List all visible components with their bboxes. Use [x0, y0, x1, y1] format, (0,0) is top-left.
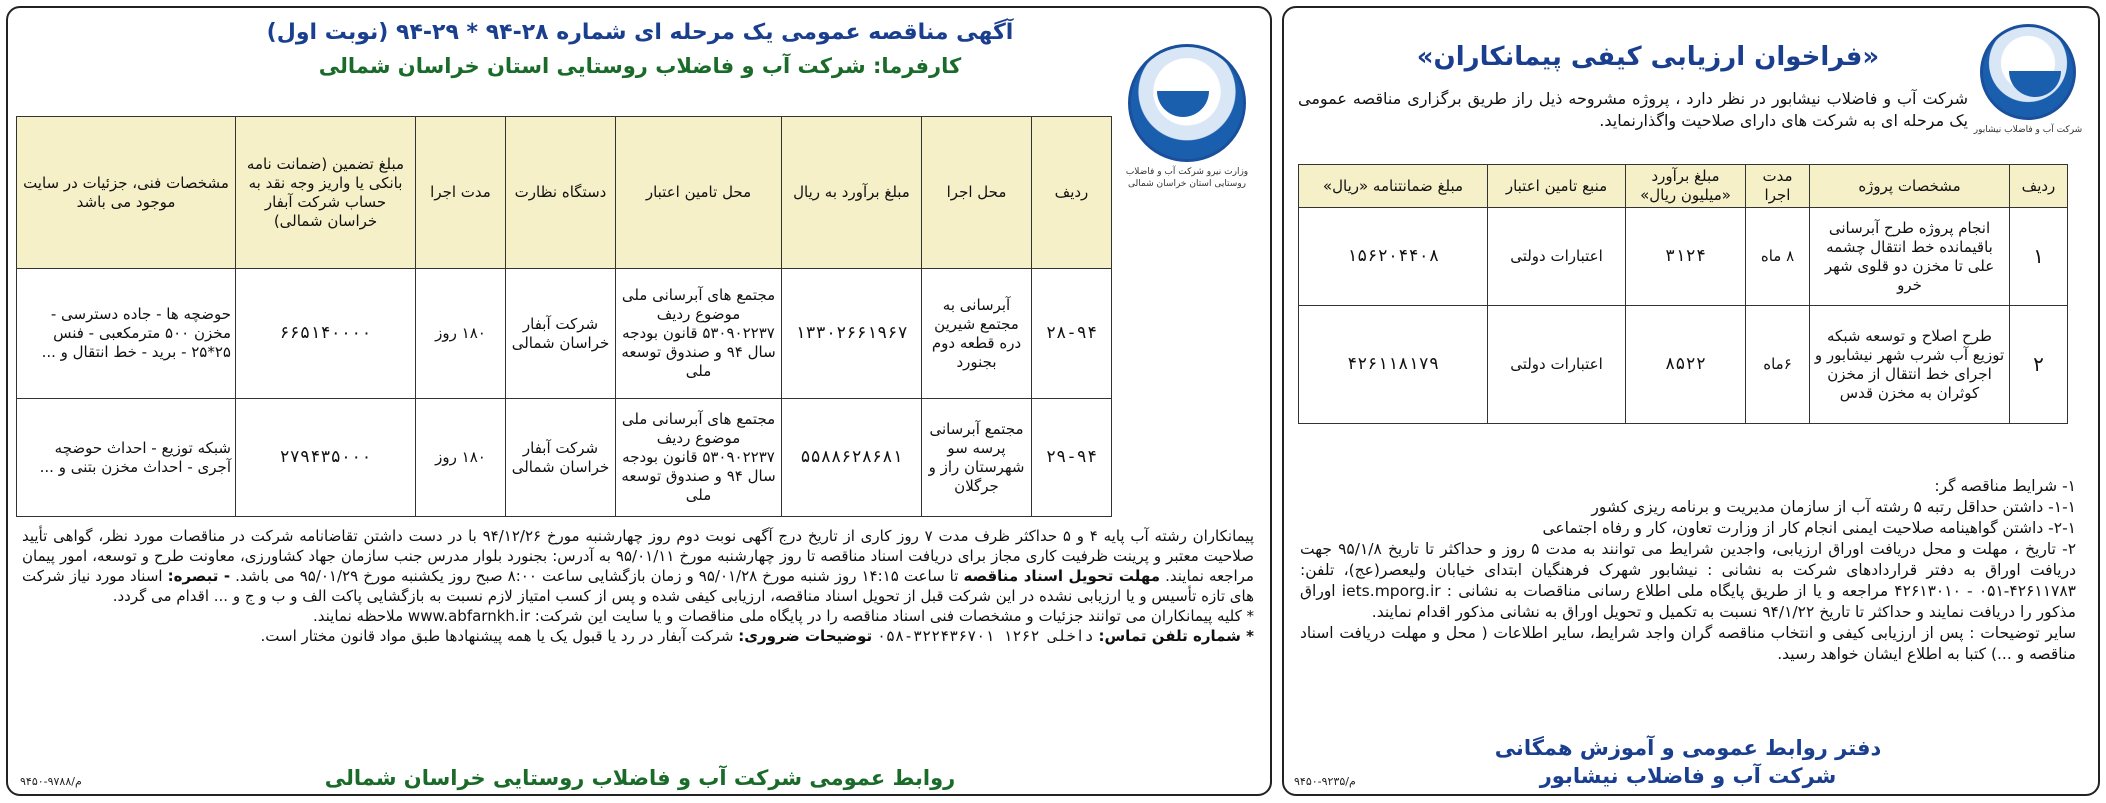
call-for-contractors-ad [1282, 6, 2100, 796]
ad-code: ۹۴۵۰-۹۷۸۸/م [20, 775, 82, 788]
cell-row-number: ۲ [2010, 306, 2068, 424]
cell-location: آبرسانی به مجتمع شیرین دره قطعه دوم بجنورد [922, 269, 1032, 399]
cell-duration: ۱۸۰ روز [416, 269, 506, 399]
header-estimate: مبلغ برآورد «میلیون ریال» [1626, 165, 1746, 208]
table-row [1299, 208, 2068, 306]
conditions-section [1300, 476, 2076, 665]
cell-supervisor: شرکت آبفار خراسان شمالی [506, 269, 616, 399]
ad-title: «فراخوان ارزیابی کیفی پیمانکاران» [1416, 42, 1880, 72]
cell-guarantee: ۴۲۶۱۱۸۱۷۹ [1299, 306, 1488, 424]
cell-supervisor: شرکت آبفار خراسان شمالی [506, 399, 616, 517]
cell-specs: شبکه توزیع - احداث حوضچه آجری - احداث مخزن بتنی و ... [17, 399, 236, 517]
cell-project: طرح اصلاح و توسعه شبکه توزیع آب شرب شهر نیشابور و اجرای خط انتقال از مخزن کوثران به مخزن قدس [1810, 306, 2010, 424]
note-text: اسناد مورد نیاز شرکت های تازه تأسیس و یا ارزیابی نشده در این شرکت قبل از تحویل اسناد مناقصه، ارزیابی کیفی شده و پس از کسب امتیاز لازم نسبت به بازگشایی پاکت الف و ب و ج و ... اقدام می گردد. [22, 567, 1254, 605]
condition-line: ۲-۱- داشتن گواهینامه صلاحیت ایمنی انجام کار از وزارت تعاون، کار و رفاه اجتماعی [1542, 519, 2076, 537]
cell-row-number: ۱ [2010, 208, 2068, 306]
cell-project: انجام پروژه طرح آبرسانی باقیمانده خط انتقال چشمه علی تا مخزن دو قلوی شهر خرو [1810, 208, 2010, 306]
footer-public-relations: روابط عمومی شرکت آب و فاضلاب روستایی خراسان شمالی [324, 766, 956, 790]
phone-label: * شماره تلفن تماس: [1098, 627, 1254, 645]
header-location: محل اجرا [922, 117, 1032, 269]
condition-line: ۱-۱- داشتن حداقل رتبه ۵ رشته آب از سازمان مدیریت و برنامه ریزی کشور [1591, 498, 2076, 516]
cell-duration: ۸ ماه [1746, 208, 1810, 306]
header-row-number: ردیف [2010, 165, 2068, 208]
phone-number: ۰۵۸-۳۲۲۴۳۶۷۰۱ داخلی ۱۲۶۲ [876, 627, 1094, 645]
table-header-row [1299, 165, 2068, 208]
tender-notice-ad [6, 6, 1272, 796]
tenders-table [16, 116, 1112, 517]
cell-guarantee: ۶۶۵۱۴۰۰۰۰ [236, 269, 416, 399]
cell-funding: اعتبارات دولتی [1488, 208, 1626, 306]
cell-row-number: ۲۹-۹۴ [1032, 399, 1112, 517]
condition-line: ۱- شرایط مناقصه گر: [1934, 477, 2076, 495]
important-label: توضیحات ضروری: [738, 627, 873, 645]
water-company-logo-icon [1980, 24, 2076, 120]
header-estimate: مبلغ برآورد به ریال [782, 117, 922, 269]
cell-location: مجتمع آبرسانی پرسه سو شهرستان راز و جرگلان [922, 399, 1032, 517]
cell-estimate: ۸۵۲۲ [1626, 306, 1746, 424]
condition-line: سایر توضیحات : پس از ارزیابی کیفی و انتخاب مناقصه گران واجد شرایط، سایر اطلاعات ( محل و مهلت دریافت اسناد مناقصه و ...) کتبا به اطلاع ایشان خواهد رسید. [1300, 624, 2076, 663]
cell-funding: مجتمع های آبرسانی ملی موضوع ردیف ۵۳۰۹۰۲۲۳۷ قانون بودجه سال ۹۴ و صندوق توسعه ملی [616, 269, 782, 399]
header-guarantee: مبلغ ضمانتنامه «ریال» [1299, 165, 1488, 208]
site-line: * کلیه پیمانکاران می توانند جزئیات و مشخصات فنی اسناد مناقصه را در پایگاه ملی مناقصات و یا سایت این شرکت: www.abfarnkh.ir ملاحظه نمایند. [313, 607, 1254, 625]
header-row-number: ردیف [1032, 117, 1112, 269]
cell-funding: مجتمع های آبرسانی ملی موضوع ردیف ۵۳۰۹۰۲۲۳۷ قانون بودجه سال ۹۴ و صندوق توسعه ملی [616, 399, 782, 517]
cell-funding: اعتبارات دولتی [1488, 306, 1626, 424]
footer-company: شرکت آب و فاضلاب نیشابور [1539, 764, 1837, 788]
deadline-text: تا ساعت ۱۴:۱۵ روز شنبه مورخ ۹۵/۰۱/۲۸ و زمان بازگشایی ساعت ۸:۰۰ صبح روز یکشنبه مورخ ۹۵/۰۱/۲۹ می باشد. [235, 567, 959, 585]
header-project: مشخصات پروژه [1810, 165, 2010, 208]
ad-code: ۹۴۵۰-۹۲۳۵/م [1294, 775, 1356, 788]
employer-line: کارفرما: شرکت آب و فاضلاب روستایی استان خراسان شمالی [318, 54, 962, 78]
header-funding: منبع تامین اعتبار [1488, 165, 1626, 208]
cell-specs: حوضچه ها - جاده دسترسی - مخزن ۵۰۰ مترمکعبی - فنس ۲۵*۲۵ - برید - خط انتقال و ... [17, 269, 236, 399]
tender-body-text [22, 526, 1254, 646]
body-paragraph: پیمانکاران رشته آب پایه ۴ و ۵ حداکثر ظرف مدت ۷ روز کاری از تاریخ درج آگهی نوبت دوم روز چهارشنبه مورخ ۹۴/۱۲/۲۶ با در دست داشتن تقاضانامه شرکت در مناقصات مورد نظر، گواهی تأیید صلاحیت معتبر و پرینت ظرفیت کاری مجاز برای دریافت اسناد مناقصه تا روز چهارشنبه مورخ ۹۵/۰۱/۱۱ به آدرس: بجنورد بلوار مدرس جنب سازمان جهاد کشاورزی، معاونت طرح و توسعه، امور پیمان مراجعه نمایند. [22, 527, 1255, 585]
projects-table [1298, 164, 2068, 424]
table-row [1299, 306, 2068, 424]
intro-text: شرکت آب و فاضلاب نیشابور در نظر دارد ، پروژه مشروحه ذیل راز طریق برگزاری مناقصه عمومی یک مرحله ای به شرکت های دارای صلاحیت واگذارنماید. [1298, 89, 1968, 130]
table-row [17, 399, 1112, 517]
header-funding: محل تامین اعتبار [616, 117, 782, 269]
ad-title: آگهی مناقصه عمومی یک مرحله ای شماره ۲۸-۹۴ * ۲۹-۹۴ (نوبت اول) [266, 20, 1014, 45]
table-row [17, 269, 1112, 399]
deadline-label: مهلت تحویل اسناد مناقصه [963, 567, 1161, 585]
table-header-row [17, 117, 1112, 269]
cell-duration: ۶ماه [1746, 306, 1810, 424]
note-label: - تبصره: [167, 567, 231, 585]
logo-caption: شرکت آب و فاضلاب نیشابور [1973, 125, 2083, 135]
cell-guarantee: ۲۷۹۴۳۵۰۰۰ [236, 399, 416, 517]
important-text: شرکت آبفار در رد یا قبول یک یا همه پیشنهادها طبق مواد قانون مختار است. [260, 627, 734, 645]
header-duration: مدت اجرا [1746, 165, 1810, 208]
cell-duration: ۱۸۰ روز [416, 399, 506, 517]
cell-row-number: ۲۸-۹۴ [1032, 269, 1112, 399]
cell-estimate: ۵۵۸۸۶۲۸۶۸۱ [782, 399, 922, 517]
header-guarantee: مبلغ تضمین (ضمانت نامه بانکی یا واریز وجه نقد به حساب شرکت آبفار خراسان شمالی) [236, 117, 416, 269]
cell-guarantee: ۱۵۶۲۰۴۴۰۸ [1299, 208, 1488, 306]
header-specs: مشخصات فنی، جزئیات در سایت موجود می باشد [17, 117, 236, 269]
ministry-logo-icon [1128, 44, 1246, 162]
condition-line: ۲- تاریخ ، مهلت و محل دریافت اوراق ارزیابی، واجدین شرایط می توانند به مدت ۵ روز و حداکثر تا تاریخ ۹۵/۱/۸ جهت دریافت اوراق به دفتر قراردادهای شرکت به نشانی : نیشابور شهرک فرهنگیان ابتدای خیابان ولیعصر(عج)، تلفن: ۴۲۶۱۱۷۸۳-۰۵۱ - ۴۲۶۱۳۰۱۰ مراجعه و یا از طریق پایگاه ملی اطلاع رسانی مناقصات به نشانی : iets.mporg.ir اوراق مذکور را دریافت نمایند و حداکثر تا تاریخ ۹۴/۱/۲۲ نسبت به تکمیل و تحویل اوراق به نشانی مذکور اقدام نمایند. [1300, 540, 2077, 621]
header-duration: مدت اجرا [416, 117, 506, 269]
cell-estimate: ۱۳۳۰۲۶۶۱۹۶۷ [782, 269, 922, 399]
footer-office: دفتر روابط عمومی و آموزش همگانی [1494, 736, 1882, 760]
logo-caption: وزارت نیرو شرکت آب و فاضلاب روستایی استان خراسان شمالی [1125, 167, 1249, 189]
header-supervisor: دستگاه نظارت [506, 117, 616, 269]
cell-estimate: ۳۱۲۴ [1626, 208, 1746, 306]
